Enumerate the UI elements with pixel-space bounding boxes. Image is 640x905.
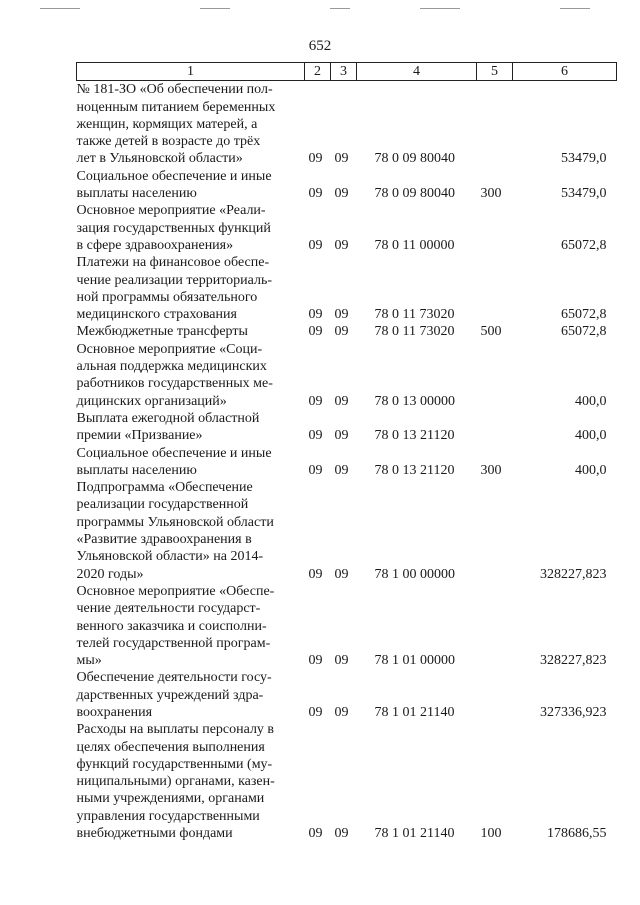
row-section: 09 — [308, 324, 323, 340]
row-target-article: 78 0 11 73020 — [374, 324, 455, 340]
row-expense-type — [477, 254, 513, 323]
row-subsection: 09 — [334, 393, 349, 409]
row-expense-type — [477, 583, 513, 669]
header-col-target-article: 4 — [357, 63, 477, 81]
row-subsection: 09 — [334, 151, 349, 167]
row-expense-type — [477, 202, 513, 254]
row-subsection: 09 — [334, 324, 349, 340]
row-target-article: 78 1 01 00000 — [374, 653, 455, 669]
row-section: 09 — [308, 566, 323, 582]
row-name: Подпрограмма «Обеспечение реализации государственной программы Ульяновской области «Развитие здравоохранения в Ульяновской области» на 2014- 2020 годы» — [76, 480, 274, 582]
header-col-name: 1 — [77, 63, 305, 81]
row-target-article: 78 0 09 80040 — [374, 186, 455, 202]
row-amount: 65072,8 — [561, 307, 607, 323]
row-section: 09 — [308, 826, 323, 842]
row-amount: 328227,823 — [540, 566, 607, 582]
row-target-article: 78 0 13 21120 — [374, 428, 455, 444]
row-section: 09 — [308, 704, 323, 720]
row-section: 09 — [308, 237, 323, 253]
row-subsection: 09 — [334, 826, 349, 842]
row-expense-type — [477, 669, 513, 721]
scan-artifact-line — [420, 8, 460, 9]
row-expense-type — [477, 479, 513, 583]
row-target-article: 78 1 00 00000 — [374, 566, 455, 582]
row-expense-type — [477, 410, 513, 445]
row-section: 09 — [308, 186, 323, 202]
row-target-article: 78 0 13 00000 — [374, 393, 455, 409]
row-expense-type — [477, 81, 513, 168]
row-name: Расходы на выплаты персоналу в целях обеспечения выполнения функций государственными (му- ниципальными) органами, казен- ными учреждениями, органами управления государственными внебюджетными фондами — [76, 722, 275, 842]
table-header-row — [77, 63, 617, 81]
row-subsection: 09 — [334, 428, 349, 444]
row-name: Выплата ежегодной областной премии «Призвание» — [76, 410, 260, 444]
row-name: Платежи на финансовое обеспе- чение реализации территориаль- ной программы обязательного медицинского страхования — [76, 255, 272, 323]
row-amount: 400,0 — [575, 462, 607, 478]
row-target-article: 78 0 13 21120 — [374, 462, 455, 478]
budget-table-container — [76, 62, 616, 842]
scan-artifact-line — [200, 8, 230, 9]
row-subsection: 09 — [334, 462, 349, 478]
row-section: 09 — [308, 653, 323, 669]
row-subsection: 09 — [334, 186, 349, 202]
table-row — [77, 479, 617, 583]
row-subsection: 09 — [334, 653, 349, 669]
table-row — [77, 341, 617, 410]
table-row — [77, 721, 617, 842]
row-amount: 178686,55 — [547, 826, 607, 842]
row-name: Основное мероприятие «Обеспе- чение деятельности государст- венного заказчика и соисполни- телей государственной програм- мы» — [76, 583, 275, 669]
table-row — [77, 410, 617, 445]
row-amount: 65072,8 — [561, 324, 607, 340]
budget-table — [76, 62, 617, 842]
table-row — [77, 323, 617, 340]
row-name: Основное мероприятие «Соци- альная поддержка медицинских работников государственных ме- дицинских организаций» — [76, 341, 273, 409]
row-amount: 53479,0 — [561, 151, 607, 167]
scan-artifact-line — [40, 8, 80, 9]
table-row — [77, 445, 617, 480]
row-amount: 400,0 — [575, 393, 607, 409]
row-section: 09 — [308, 307, 323, 323]
scan-artifact-line — [330, 8, 350, 9]
header-col-subsection: 3 — [331, 63, 357, 81]
row-expense-type: 300 — [480, 186, 502, 202]
table-row — [77, 81, 617, 168]
header-col-amount: 6 — [513, 63, 617, 81]
row-subsection: 09 — [334, 237, 349, 253]
row-section: 09 — [308, 462, 323, 478]
row-target-article: 78 0 09 80040 — [374, 151, 455, 167]
row-section: 09 — [308, 151, 323, 167]
row-subsection: 09 — [334, 704, 349, 720]
row-name: Межбюджетные трансферты — [76, 324, 248, 340]
row-target-article: 78 0 11 73020 — [374, 307, 455, 323]
row-name: Социальное обеспечение и иные выплаты населению — [76, 445, 272, 478]
row-amount: 400,0 — [575, 428, 607, 444]
row-name: Обеспечение деятельности госу- дарственных учреждений здра- воохранения — [76, 670, 272, 720]
row-expense-type: 500 — [480, 324, 502, 340]
row-expense-type: 100 — [480, 826, 502, 842]
row-name: Социальное обеспечение и иные выплаты населению — [76, 168, 272, 202]
scan-artifact-line — [560, 8, 590, 9]
table-row — [77, 583, 617, 669]
row-amount: 65072,8 — [561, 237, 607, 253]
page-number: 652 — [308, 38, 332, 54]
table-row — [77, 202, 617, 254]
row-target-article: 78 1 01 21140 — [374, 826, 455, 842]
row-expense-type: 300 — [480, 462, 502, 478]
row-target-article: 78 1 01 21140 — [374, 704, 455, 720]
row-name: Основное мероприятие «Реали- зация государственных функций в сфере здравоохранения» — [76, 203, 271, 253]
row-amount: 327336,923 — [540, 704, 607, 720]
row-amount: 53479,0 — [561, 186, 607, 202]
row-subsection: 09 — [334, 566, 349, 582]
table-row — [77, 669, 617, 721]
table-row — [77, 254, 617, 323]
row-expense-type — [477, 341, 513, 410]
row-amount: 328227,823 — [540, 653, 607, 669]
table-row — [77, 168, 617, 203]
row-section: 09 — [308, 393, 323, 409]
row-target-article: 78 0 11 00000 — [374, 237, 455, 253]
header-col-section: 2 — [305, 63, 331, 81]
header-col-expense-type: 5 — [477, 63, 513, 81]
row-name: № 181-ЗО «Об обеспечении пол- ноценным питанием беременных женщин, кормящих матерей, а также детей в возрасте до трёх лет в Ульяновской области» — [76, 82, 276, 167]
row-section: 09 — [308, 428, 323, 444]
row-subsection: 09 — [334, 307, 349, 323]
